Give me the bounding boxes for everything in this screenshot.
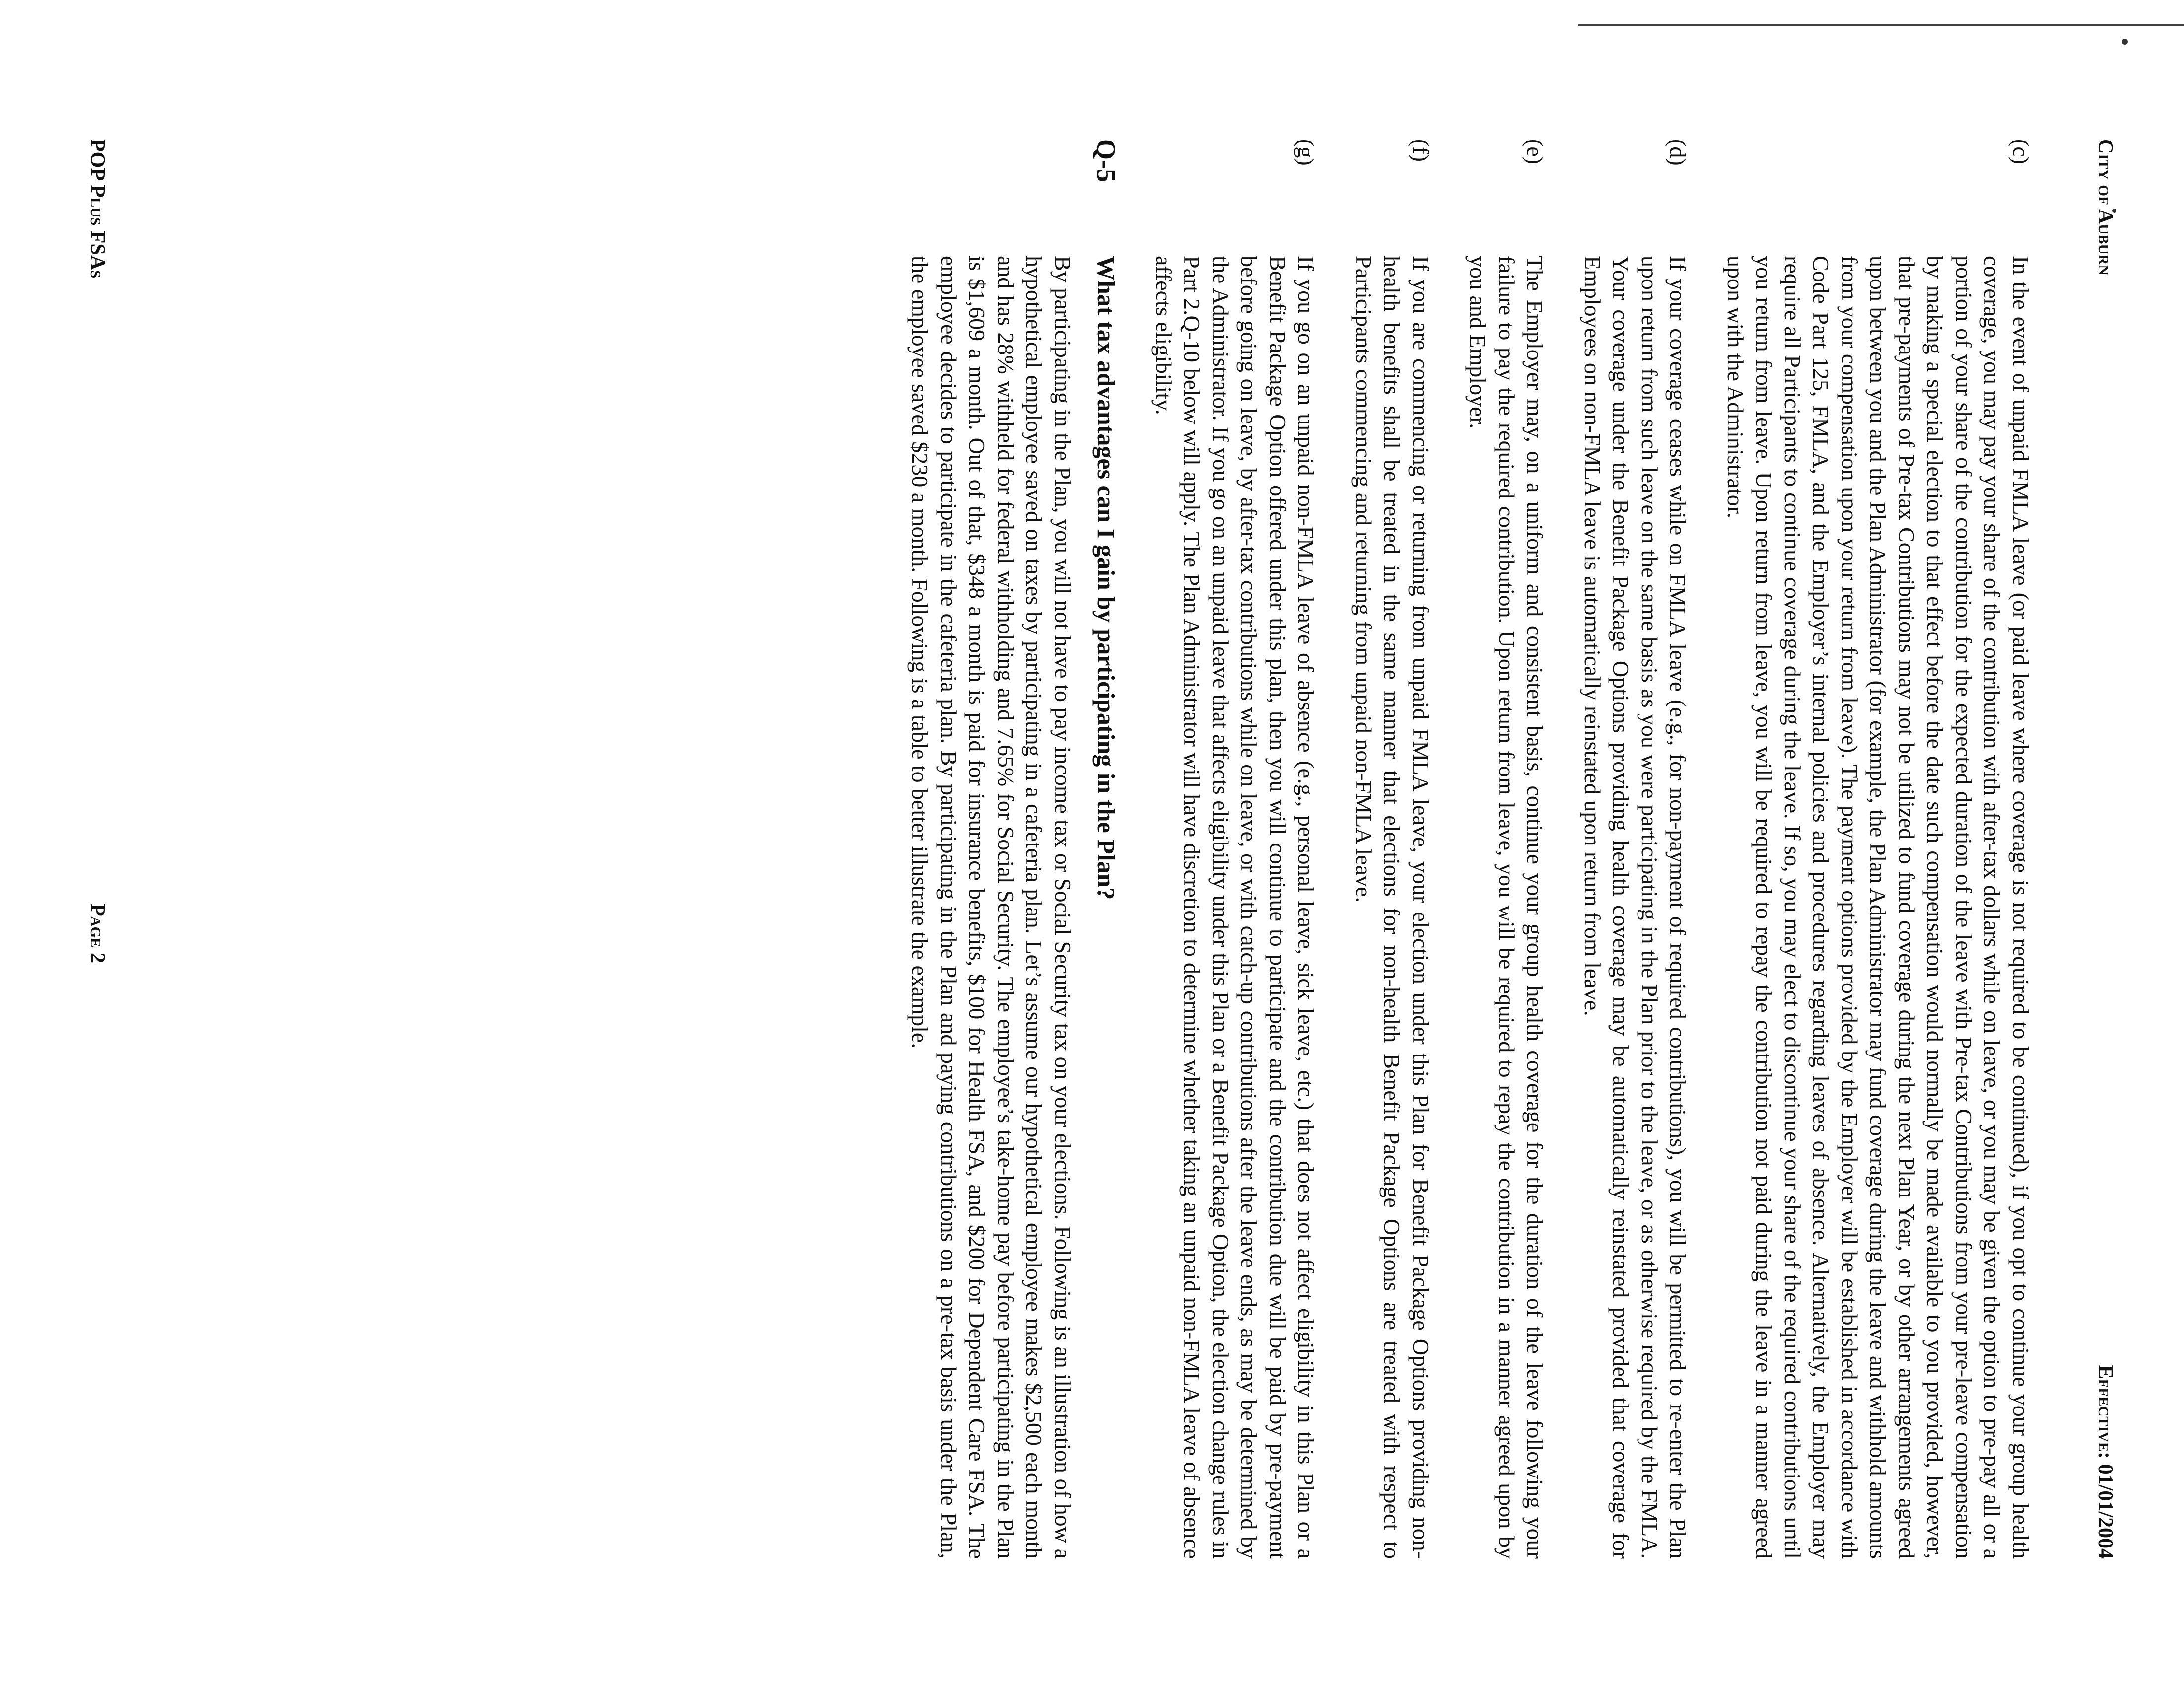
document-body bbox=[906, 139, 2035, 1559]
item-text: If your coverage ceases while on FMLA leave (e.g., for non-payment of required contributions), you will be permitted to re-enter the Plan upon return from such leave on the same basis as you were participating in the Plan prior to the leave, or as otherwise required by the FMLA. Your coverage under the Benefit Package Options providing health coverage may be automatically reinstated provided that coverage for Employees on non-FMLA leave is automatically reinstated upon return from leave. bbox=[1580, 256, 1691, 1559]
list-item bbox=[1350, 139, 1435, 1559]
item-label: (g) bbox=[1294, 139, 1319, 166]
item-text: If you are commencing or returning from unpaid FMLA leave, your election under this Plan for Benefit Package Options providing non-health benefits shall be treated in the same manner that elections for non-health Benefit Package Options are treated with respect to Participants commencing and returning from unpaid non-FMLA leave. bbox=[1351, 256, 1433, 1559]
question-answer: By participating in the Plan, you will not have to pay income tax or Social Security tax on your elections. Following is an illustration of how a hypothetical employee saved on taxes by participating in a cafeteria plan. Let’s assume our hypothetical employee makes $2,500 each month and has 28% withheld for federal withholding and 7.65% for Social Security. The employee’s take-home pay before participating in the Plan is $1,609 a month. Out of that, $348 a month is paid for insurance benefits, $100 for Health FSA, and $200 for Dependent Care FSA. The employee decides to participate in the cafeteria plan. By participating in the Plan and paying contributions on a pre-tax basis under the Plan, the employee saved $230 a month. Following is a table to better illustrate the example. bbox=[907, 256, 1076, 1559]
item-label: (f) bbox=[1408, 139, 1433, 162]
question-number: Q-5 bbox=[1092, 139, 1122, 182]
item-text: If you go on an unpaid non-FMLA leave of absence (e.g., personal leave, sick leave, etc.) that does not affect eligibility in this Plan or a Benefit Package Option offered under this plan, then you will continue to participate and the contribution due will be paid by pre-payment before going on leave, by after-tax contributions while on leave, or with catch-up contributions after the leave ends, as may be determined by the Administrator. If you go on an unpaid leave that affects eligibility under this Plan or a Benefit Package Option, the election change rules in Part 2.Q-10 below will apply. The Plan Administrator will have discretion to determine whether taking an unpaid non-FMLA leave of absence affects eligibility. bbox=[1151, 256, 1319, 1559]
page-number: Page 2 bbox=[86, 904, 109, 963]
page-header bbox=[2093, 139, 2117, 1559]
question-title: What tax advantages can I gain by participating in the Plan? bbox=[1092, 256, 1121, 900]
list-item bbox=[1464, 139, 1550, 1559]
list-item bbox=[1721, 139, 2036, 1559]
item-label: (e) bbox=[1522, 139, 1548, 165]
footer-document-name: POP Plus FSAs bbox=[86, 139, 109, 279]
header-effective-date: Effective: 01/01/2004 bbox=[2094, 1365, 2116, 1559]
item-label: (d) bbox=[1665, 139, 1691, 166]
list-item bbox=[1150, 139, 1321, 1559]
question-heading bbox=[1092, 139, 1121, 1559]
page-footer bbox=[85, 139, 109, 1559]
list-item bbox=[1578, 139, 1693, 1559]
item-label: (c) bbox=[2008, 139, 2034, 165]
header-organization: City of Auburn bbox=[2094, 139, 2116, 276]
item-text: In the event of unpaid FMLA leave (or paid leave where coverage is not required to be continued), if you opt to continue your group health coverage, you may pay your share of the contribution with after-tax dollars while on leave, or you may be given the option to pre-pay all or a portion of your share of the contribution for the expected duration of the leave with Pre-tax Contributions from your pre-leave compensation by making a special election to that effect before the date such compensation would normally be made available to you provided, however, that pre-payments of Pre-tax Contributions may not be utilized to fund coverage during the next Plan Year, or by other arrangements agreed upon between you and the Plan Administrator (for example, the Plan Administrator may fund coverage during the leave and withhold amounts from your compensation upon your return from leave). The payment options provided by the Employer will be established in accordance with Code Part 125, FMLA, and the Employer’s internal policies and procedures regarding leaves of absence. Alternatively, the Employer may require all Participants to continue coverage during the leave. If so, you may elect to discontinue your share of the required contributions until you return from leave. Upon return from leave, you will be required to repay the contribution not paid during the leave in a manner agreed upon with the Administrator. bbox=[1723, 256, 2034, 1559]
item-text: The Employer may, on a uniform and consistent basis, continue your group health coverage for the duration of the leave following your failure to pay the required contribution. Upon return from leave, you will be required to repay the contribution in a manner agreed upon by you and Employer. bbox=[1465, 256, 1548, 1559]
